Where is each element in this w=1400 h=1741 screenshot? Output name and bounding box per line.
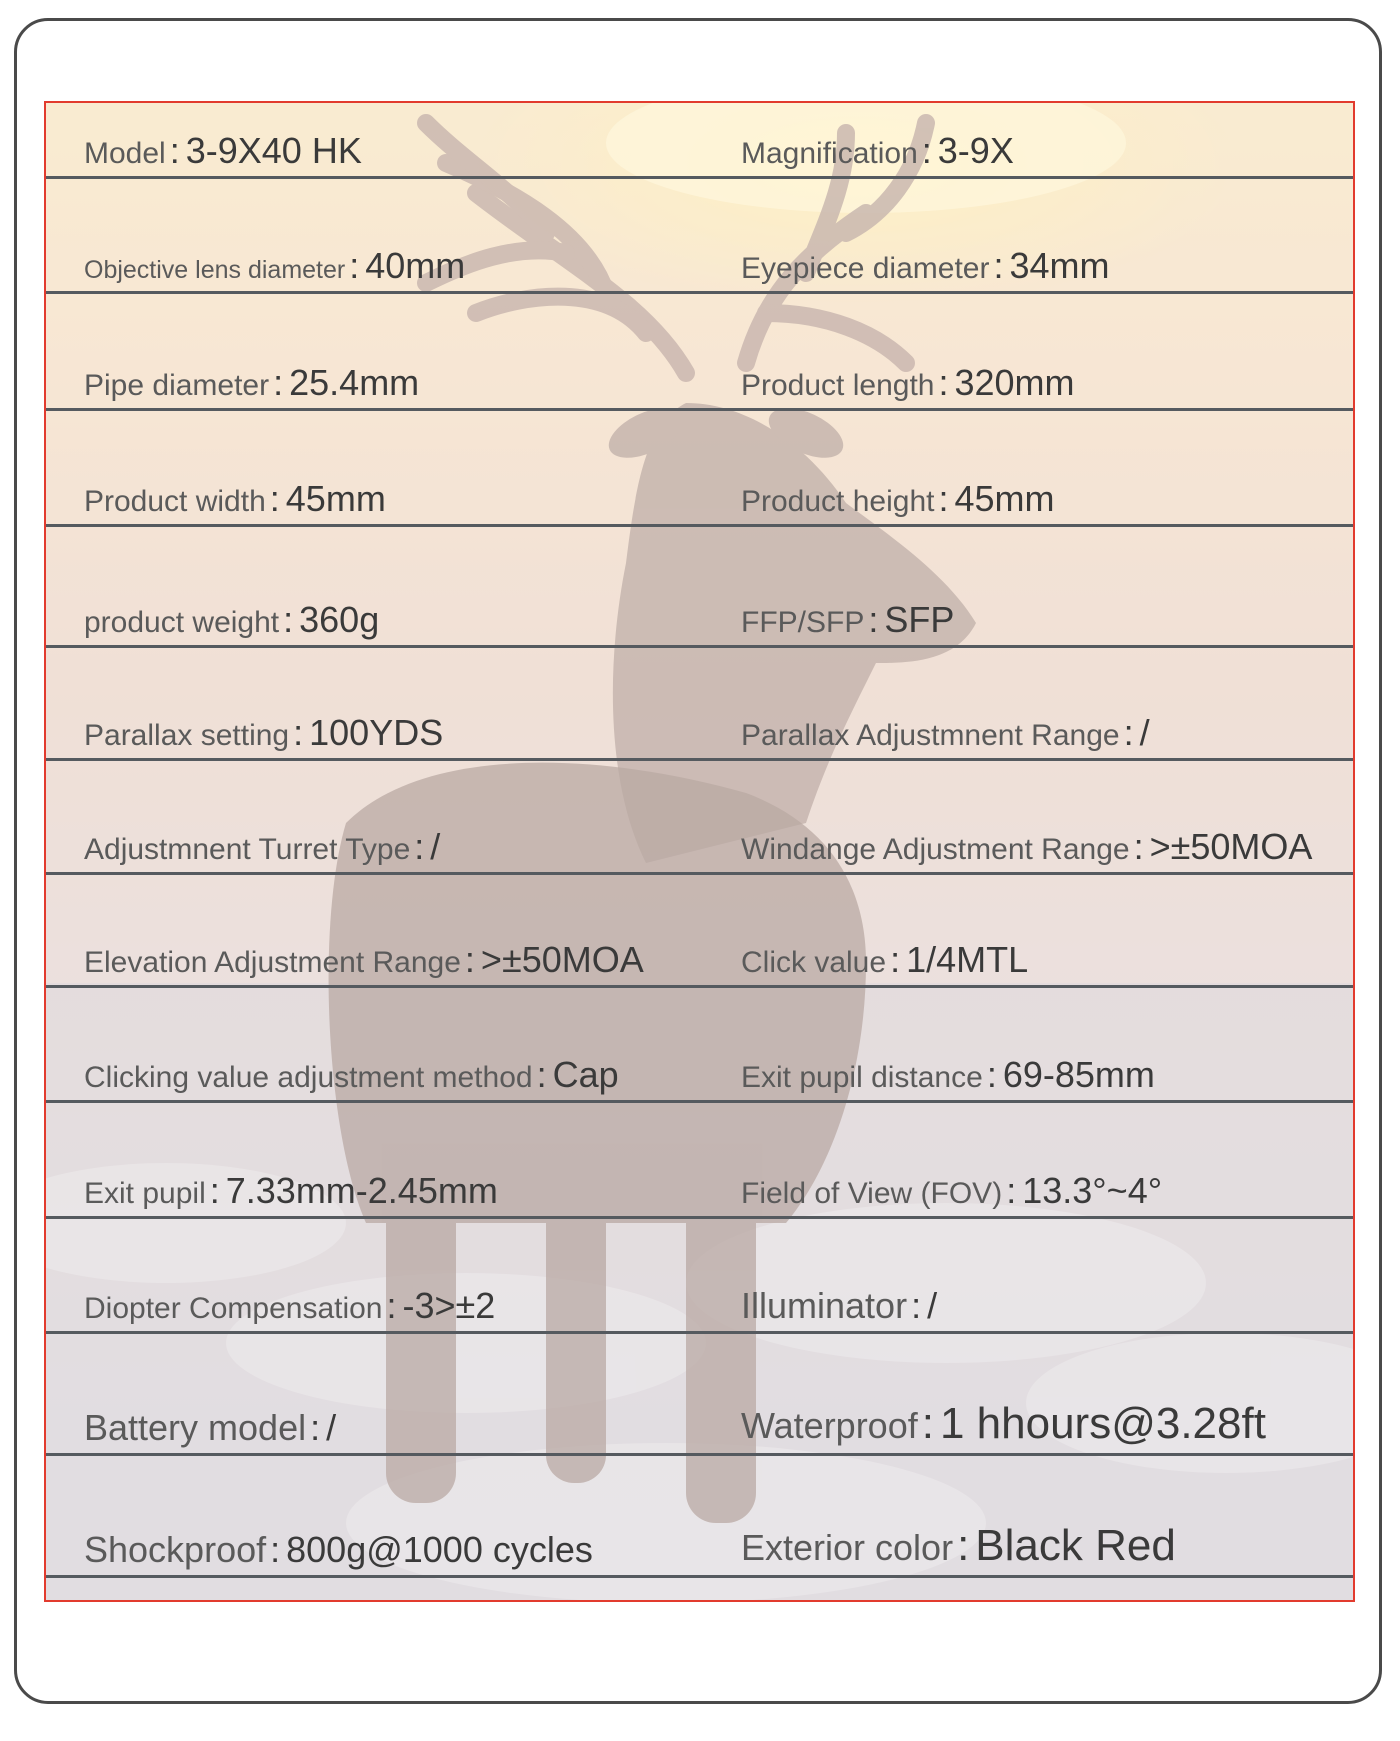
spec-value: 100YDS (309, 712, 444, 753)
spec-separator: : (911, 1285, 922, 1326)
spec-value: 45mm (285, 478, 386, 519)
spec-row (46, 411, 1353, 527)
spec-label: Parallax setting (84, 719, 290, 752)
spec-row (46, 1456, 1353, 1578)
spec-label: Magnification (741, 137, 918, 170)
spec-value: / (927, 1285, 938, 1326)
spec-value: 800g@1000 cycles (286, 1529, 593, 1570)
spec-cell-model (84, 130, 362, 172)
spec-row (46, 179, 1353, 294)
spec-row (46, 761, 1353, 875)
spec-label: Eyepiece diameter (741, 252, 990, 285)
spec-table (46, 103, 1353, 1578)
spec-separator: : (1006, 1170, 1017, 1211)
spec-separator: : (993, 245, 1004, 286)
spec-cell-exit-pupil-distance (741, 1054, 1155, 1096)
spec-value: 13.3°~4° (1022, 1170, 1163, 1211)
spec-panel (44, 101, 1355, 1602)
spec-label: Illuminator (741, 1285, 908, 1326)
spec-value: Cap (552, 1054, 619, 1095)
spec-label: Shockproof (84, 1529, 267, 1570)
spec-cell-waterproof (741, 1399, 1266, 1449)
spec-cell-shockproof (84, 1529, 593, 1571)
spec-row (46, 103, 1353, 179)
spec-value: 3-9X40 HK (185, 130, 362, 171)
spec-value: SFP (884, 599, 955, 640)
spec-label: Elevation Adjustment Range (84, 946, 461, 979)
spec-value: 45mm (954, 478, 1055, 519)
spec-cell-ffp-sfp (741, 599, 954, 641)
spec-cell-battery-model (84, 1407, 336, 1449)
spec-label: Parallax Adjustmnent Range (741, 719, 1120, 752)
spec-separator: : (957, 1521, 970, 1570)
spec-cell-diopter-compensation (84, 1285, 495, 1327)
spec-separator: : (310, 1407, 321, 1448)
spec-cell-exterior-color (741, 1521, 1176, 1571)
spec-label: Diopter Compensation (84, 1292, 383, 1325)
spec-cell-parallax-adjustment-range (741, 712, 1150, 754)
spec-separator: : (1133, 826, 1144, 867)
spec-row (46, 294, 1353, 411)
spec-separator: : (283, 599, 294, 640)
spec-label: Objective lens diameter (84, 256, 346, 284)
spec-label: Click value (741, 946, 887, 979)
spec-cell-windage-adjustment-range (741, 826, 1312, 868)
spec-separator: : (209, 1170, 220, 1211)
spec-label: Waterproof (741, 1405, 918, 1446)
spec-separator: : (169, 130, 180, 171)
spec-cell-pipe-diameter (84, 362, 419, 404)
spec-cell-parallax-setting (84, 712, 443, 754)
spec-label: Adjustmnent Turret Type (84, 833, 411, 866)
spec-separator: : (1123, 712, 1134, 753)
spec-value: >±50MOA (1149, 826, 1313, 867)
spec-label: Product width (84, 485, 266, 518)
spec-row (46, 875, 1353, 988)
spec-value: 69-85mm (1002, 1054, 1155, 1095)
spec-value: / (430, 826, 441, 867)
spec-label: Model (84, 137, 166, 170)
spec-value: 320mm (954, 362, 1075, 403)
spec-separator: : (270, 1529, 281, 1570)
spec-value: 1 hhours@3.28ft (939, 1399, 1266, 1448)
spec-separator: : (536, 1054, 547, 1095)
spec-cell-click-value (741, 939, 1028, 981)
spec-label: Field of View (FOV) (741, 1177, 1003, 1210)
spec-cell-product-width (84, 478, 386, 520)
spec-separator: : (921, 130, 932, 171)
spec-value: -3>±2 (402, 1285, 496, 1326)
spec-value: 7.33mm-2.45mm (225, 1170, 498, 1211)
spec-value: 1/4MTL (906, 939, 1029, 980)
spec-cell-product-height (741, 478, 1055, 520)
spec-value: 360g (299, 599, 380, 640)
spec-label: Battery model (84, 1407, 307, 1448)
spec-row (46, 988, 1353, 1103)
spec-label: Product length (741, 369, 935, 402)
spec-label: Product height (741, 485, 935, 518)
spec-cell-clicking-value-method (84, 1054, 619, 1096)
spec-cell-field-of-view (741, 1170, 1162, 1212)
spec-cell-product-weight (84, 599, 379, 641)
spec-value: 40mm (365, 245, 466, 286)
spec-cell-exit-pupil (84, 1170, 498, 1212)
spec-label: Exit pupil distance (741, 1061, 983, 1094)
spec-separator: : (868, 599, 879, 640)
spec-separator: : (921, 1399, 934, 1448)
spec-label: FFP/SFP (741, 606, 865, 639)
spec-separator: : (386, 1285, 397, 1326)
spec-label: Pipe diameter (84, 369, 270, 402)
spec-value: / (1139, 712, 1150, 753)
spec-cell-product-length (741, 362, 1075, 404)
spec-cell-elevation-adjustment-range (84, 939, 644, 981)
spec-separator: : (986, 1054, 997, 1095)
spec-label: product weight (84, 606, 280, 639)
spec-separator: : (938, 478, 949, 519)
spec-separator: : (464, 939, 475, 980)
spec-row (46, 527, 1353, 648)
spec-value: Black Red (975, 1521, 1176, 1570)
spec-separator: : (890, 939, 901, 980)
spec-separator: : (938, 362, 949, 403)
spec-separator: : (269, 478, 280, 519)
spec-label: Exit pupil (84, 1177, 206, 1210)
spec-value: 34mm (1009, 245, 1110, 286)
spec-cell-turret-type (84, 826, 440, 868)
spec-label: Windange Adjustment Range (741, 833, 1130, 866)
spec-value: 25.4mm (289, 362, 420, 403)
spec-cell-magnification (741, 130, 1014, 172)
spec-label: Exterior color (741, 1527, 954, 1568)
spec-label: Clicking value adjustment method (84, 1061, 533, 1094)
spec-row (46, 1334, 1353, 1456)
spec-value: / (326, 1407, 337, 1448)
spec-cell-eyepiece-diameter (741, 245, 1110, 287)
spec-value: >±50MOA (480, 939, 644, 980)
spec-separator: : (414, 826, 425, 867)
spec-separator: : (293, 712, 304, 753)
spec-cell-illuminator (741, 1285, 937, 1327)
spec-value: 3-9X (937, 130, 1014, 171)
spec-separator: : (349, 245, 360, 286)
spec-separator: : (273, 362, 284, 403)
spec-cell-objective-lens-diameter (84, 245, 465, 287)
spec-row (46, 648, 1353, 761)
spec-row (46, 1103, 1353, 1219)
spec-row (46, 1219, 1353, 1334)
